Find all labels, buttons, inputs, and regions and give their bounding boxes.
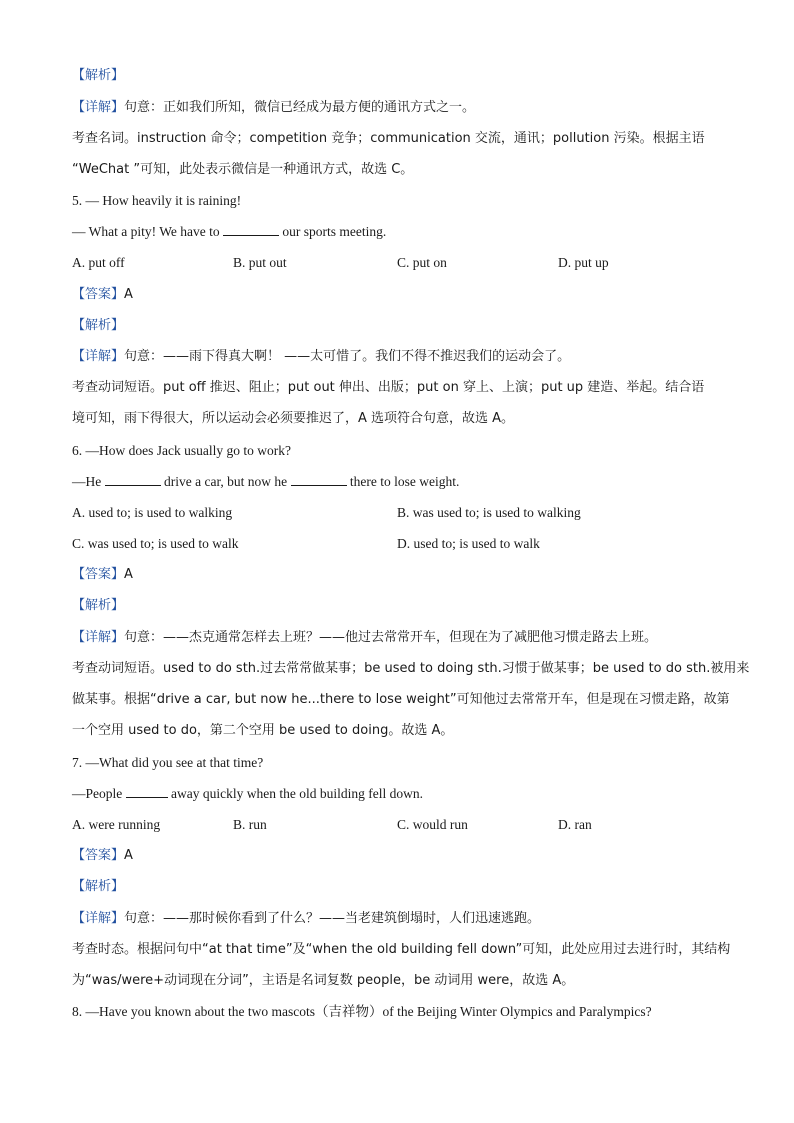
option-d: D. ran <box>558 817 592 832</box>
analysis-heading: 【解析】 <box>72 879 125 894</box>
explanation-line: 考查名词。instruction 命令；competition 竞争；communication 交流，通讯；pollution 污染。根据主语 <box>72 131 705 146</box>
detail-line: 【详解】句意：——杰克通常怎样去上班？——他过去常常开车，但现在为了减肥他习惯走路去上班。 <box>72 630 658 645</box>
explanation-line: 做某事。根据“drive a car, but now he...there to lose weight”可知他过去常常开车，但是现在习惯走路，故第 <box>72 692 730 707</box>
option-a: A. put off <box>72 255 125 270</box>
analysis-heading: 【解析】 <box>72 598 125 613</box>
answer-blank <box>126 785 168 798</box>
answer-blank <box>223 223 279 236</box>
option-d: D. used to; is used to walk <box>397 536 540 551</box>
option-d: D. put up <box>558 255 609 270</box>
detail-line: 【详解】句意：——雨下得真大啊！ ——太可惜了。我们不得不推迟我们的运动会了。 <box>72 349 571 364</box>
explanation-line: “WeChat ”可知，此处表示微信是一种通讯方式，故选 C。 <box>72 162 414 177</box>
option-b: B. put out <box>233 255 287 270</box>
explanation-line: 考查时态。根据问句中“at that time”及“when the old building fell down”可知，此处应用过去进行时，其结构 <box>72 942 731 957</box>
question-stem: 5. — How heavily it is raining! <box>72 193 242 208</box>
detail-line: 【详解】句意：正如我们所知，微信已经成为最方便的通讯方式之一。 <box>72 100 476 115</box>
explanation-line: 境可知，雨下得很大，所以运动会必须要推迟了，A 选项符合句意，故选 A。 <box>72 411 515 426</box>
option-a: A. were running <box>72 817 161 832</box>
question-stem: 7. —What did you see at that time? <box>72 755 264 770</box>
question-stem: —People away quickly when the old building fell down. <box>72 786 423 801</box>
option-c: C. put on <box>397 255 447 270</box>
option-c: C. was used to; is used to walk <box>72 536 239 551</box>
explanation-line: 考查动词短语。used to do sth.过去常常做某事；be used to doing sth.习惯于做某事；be used to do sth.被用来 <box>72 661 750 676</box>
explanation-line: 考查动词短语。put off 推迟、阻止；put out 伸出、出版；put on 穿上、上演；put up 建造、举起。结合语 <box>72 380 705 395</box>
answer-blank <box>105 473 161 486</box>
explanation-line: 为“was/were+动词现在分词”，主语是名词复数 people，be 动词用 were，故选 A。 <box>72 973 575 988</box>
analysis-heading: 【解析】 <box>72 68 125 83</box>
question-stem: 6. —How does Jack usually go to work? <box>72 443 291 458</box>
answer-blank <box>291 473 347 486</box>
option-b: B. run <box>233 817 267 832</box>
option-c: C. would run <box>397 817 468 832</box>
question-stem: 8. —Have you known about the two mascots（吉祥物）of the Beijing Winter Olympics and Paralympics? <box>72 1004 652 1019</box>
question-stem: —He drive a car, but now he there to lose weight. <box>72 474 460 489</box>
answer-line: 【答案】A <box>72 848 133 863</box>
option-b: B. was used to; is used to walking <box>397 505 581 520</box>
answer-line: 【答案】A <box>72 287 133 302</box>
answer-line: 【答案】A <box>72 567 133 582</box>
explanation-line: 一个空用 used to do，第二个空用 be used to doing。故选 A。 <box>72 723 454 738</box>
option-a: A. used to; is used to walking <box>72 505 233 520</box>
question-stem: — What a pity! We have to our sports meeting. <box>72 224 387 239</box>
analysis-heading: 【解析】 <box>72 318 125 333</box>
detail-line: 【详解】句意：——那时候你看到了什么？——当老建筑倒塌时，人们迅速逃跑。 <box>72 911 541 926</box>
